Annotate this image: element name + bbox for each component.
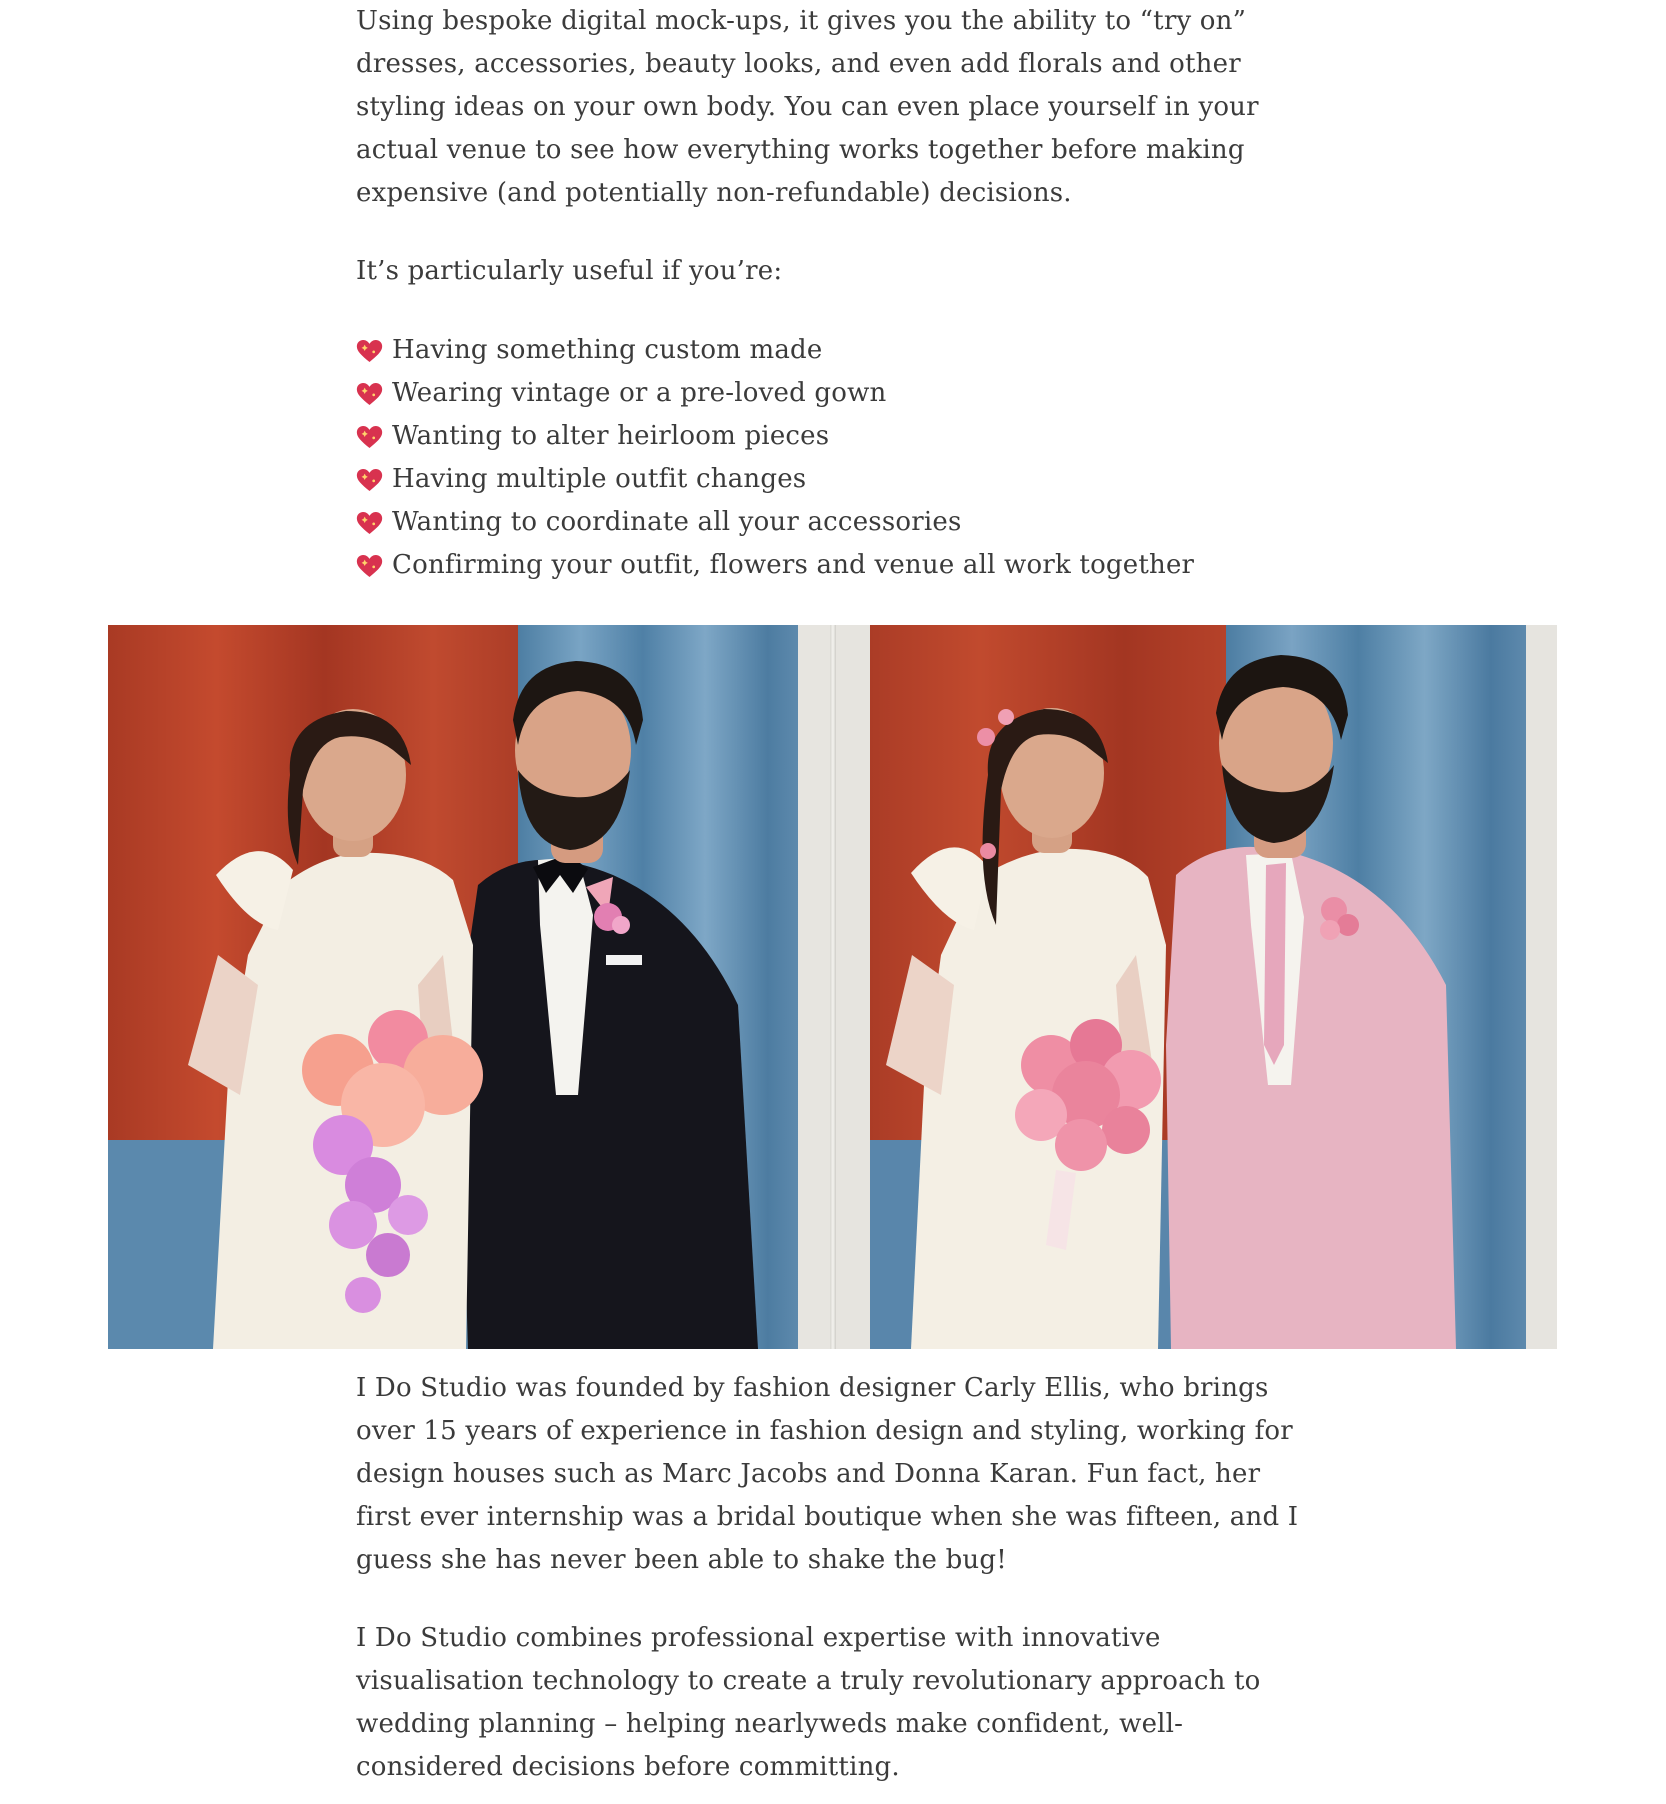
founder-block: [356, 1367, 1316, 1582]
closing-paragraph: I Do Studio combines professional expertise with innovative visualisation technology to create a truly revolutionary approach to wedding planning – helping nearlyweds make confident, well-considered decisions before committing.: [356, 1623, 1261, 1782]
list-item-label: Having multiple outfit changes: [392, 464, 807, 494]
photo-panel-black-tuxedo: [108, 625, 830, 1349]
list-intro: It’s particularly useful if you’re:: [356, 256, 783, 286]
sparkling-heart-icon: [356, 468, 383, 492]
list-item: [356, 329, 1316, 372]
benefit-list: [356, 329, 1316, 587]
list-item-label: Wanting to coordinate all your accessories: [392, 507, 962, 537]
founder-paragraph: I Do Studio was founded by fashion designer Carly Ellis, who brings over 15 years of experience in fashion design and styling, working for design houses such as Marc Jacobs and Donna Karan. Fun fact, her first ever internship was a bridal boutique when she was fifteen, and I guess she has never been able to shake the bug!: [356, 1373, 1299, 1575]
list-item-label: Wanting to alter heirloom pieces: [392, 421, 830, 451]
list-item: [356, 544, 1316, 587]
bullet-list-block: [356, 329, 1316, 587]
list-item: [356, 458, 1316, 501]
list-item-label: Wearing vintage or a pre-loved gown: [392, 378, 887, 408]
sparkling-heart-icon: [356, 511, 383, 535]
photo-panel-pink-suit: [836, 625, 1557, 1349]
wedding-couple-photo: [108, 625, 1557, 1349]
sparkling-heart-icon: [356, 339, 383, 363]
sparkling-heart-icon: [356, 425, 383, 449]
list-item: [356, 501, 1316, 544]
sparkling-heart-icon: [356, 382, 383, 406]
sparkling-heart-icon: [356, 554, 383, 578]
list-item-label: Confirming your outfit, flowers and venue all work together: [392, 550, 1195, 580]
list-item: [356, 372, 1316, 415]
article-body-top: [356, 0, 1316, 215]
list-item-label: Having something custom made: [392, 335, 823, 365]
couple-black-tuxedo-illustration: [108, 625, 830, 1349]
intro-paragraph: Using bespoke digital mock-ups, it gives you the ability to “try on” dresses, accessories, beauty looks, and even add florals and other styling ideas on your own body. You can even place yourself in your actual venue to see how everything works together before making expensive (and potentially non-refundable) decisions.: [356, 6, 1259, 208]
list-item: [356, 415, 1316, 458]
couple-pink-suit-illustration: [836, 625, 1557, 1349]
closing-block: [356, 1617, 1316, 1789]
list-intro-block: [356, 250, 1316, 293]
